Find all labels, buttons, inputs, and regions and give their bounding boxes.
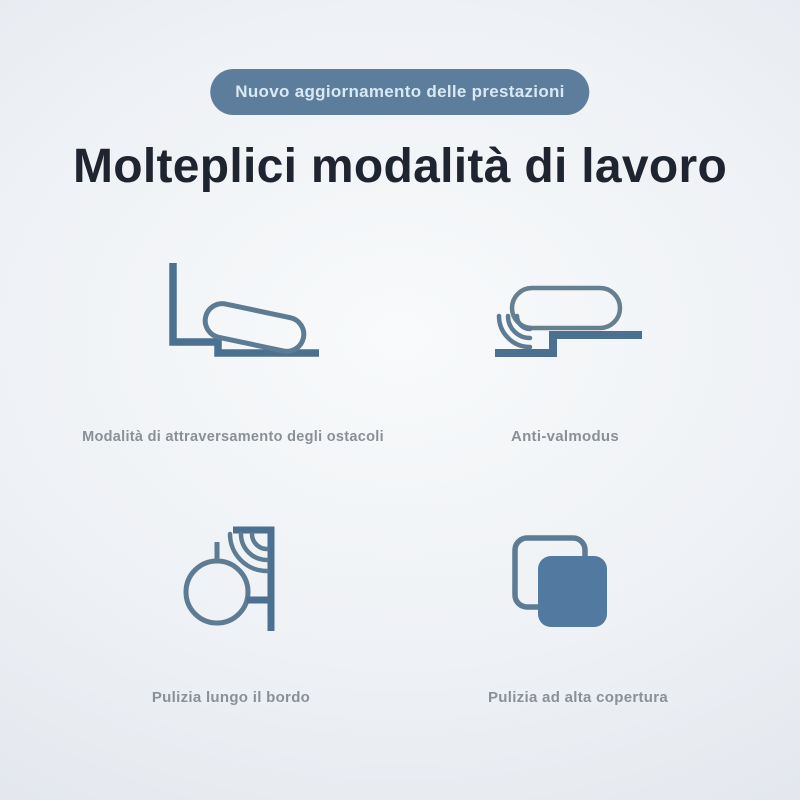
coverage-cleaning-icon <box>503 531 618 636</box>
anti-fall-sensor-icon <box>480 278 680 368</box>
feature-label-coverage: Pulizia ad alta copertura <box>487 689 669 706</box>
update-badge-label: Nuovo aggiornamento delle prestazioni <box>235 82 565 101</box>
feature-label-edge-cleaning: Pulizia lungo il bordo <box>151 689 311 706</box>
robot-body-top <box>186 561 248 623</box>
obstacle-crossing-icon <box>157 257 332 372</box>
edge-cleaning-icon <box>183 514 308 636</box>
feature-label-anti-fall: Anti-valmodus <box>510 428 620 445</box>
page-title: Molteplici modalità di lavoro <box>72 140 728 193</box>
robot-body-side <box>512 288 620 328</box>
update-badge <box>210 69 589 115</box>
coverage-area-front-square <box>538 556 607 627</box>
feature-label-obstacle-crossing: Modalità di attraversamento degli ostacoli <box>82 429 384 445</box>
